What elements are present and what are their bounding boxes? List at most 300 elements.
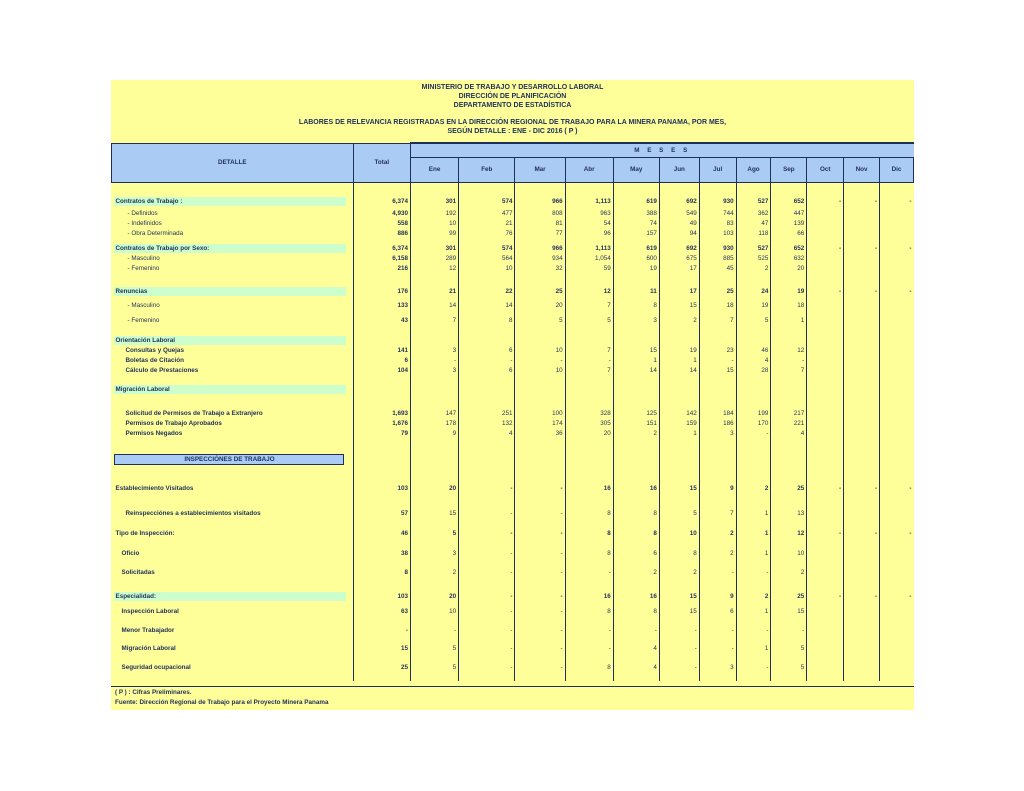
month-value-feb bbox=[459, 335, 515, 345]
month-value-dic bbox=[879, 182, 913, 194]
month-value-mar: 36 bbox=[515, 428, 565, 438]
month-value-ago bbox=[736, 438, 771, 452]
month-value-feb: 76 bbox=[459, 228, 515, 238]
month-value-ene bbox=[411, 466, 459, 482]
month-value-sep bbox=[771, 494, 807, 507]
month-value-feb bbox=[459, 519, 515, 527]
month-value-abr bbox=[565, 539, 613, 547]
row-total: 46 bbox=[353, 527, 410, 539]
row-label bbox=[112, 452, 354, 466]
month-value-ago: 362 bbox=[736, 208, 771, 218]
month-value-ene bbox=[411, 494, 459, 507]
month-value-jun bbox=[659, 395, 699, 408]
month-value-feb: 251 bbox=[459, 408, 515, 418]
total-header: Total bbox=[353, 143, 410, 182]
month-value-jun: 49 bbox=[659, 218, 699, 228]
row-label bbox=[112, 345, 354, 355]
month-value-may: 8 bbox=[613, 605, 659, 617]
month-value-jul: 3 bbox=[699, 661, 736, 673]
row-total: 103 bbox=[353, 482, 410, 494]
table-row bbox=[112, 263, 914, 273]
month-value-mar: 77 bbox=[515, 228, 565, 238]
row-total: 103 bbox=[353, 590, 410, 602]
month-value-ago: 5 bbox=[736, 313, 771, 327]
month-value-nov: - bbox=[844, 590, 880, 602]
row-label bbox=[112, 263, 354, 273]
month-value-jul: 15 bbox=[699, 365, 736, 375]
month-value-sep bbox=[771, 383, 807, 395]
month-value-oct bbox=[807, 345, 844, 355]
month-value-may: 2 bbox=[613, 566, 659, 578]
month-value-ene: 178 bbox=[411, 418, 459, 428]
month-value-dic bbox=[879, 428, 913, 438]
month-value-jun bbox=[659, 654, 699, 661]
month-value-ago bbox=[736, 539, 771, 547]
month-value-nov bbox=[844, 355, 880, 365]
row-label-text: Orientación Laboral bbox=[114, 336, 346, 345]
month-value-nov bbox=[844, 228, 880, 238]
row-label-text: Migración Laboral bbox=[114, 385, 346, 394]
month-value-dic bbox=[879, 408, 913, 418]
table-row bbox=[112, 297, 914, 313]
month-value-dic bbox=[879, 218, 913, 228]
month-value-abr: 20 bbox=[565, 428, 613, 438]
month-value-ene bbox=[411, 673, 459, 681]
month-value-mar bbox=[515, 494, 565, 507]
month-value-dic bbox=[879, 383, 913, 395]
month-value-jun: 14 bbox=[659, 365, 699, 375]
month-value-oct bbox=[807, 494, 844, 507]
month-value-sep bbox=[771, 578, 807, 590]
month-value-mar bbox=[515, 673, 565, 681]
month-value-may bbox=[613, 617, 659, 624]
month-value-may: 1 bbox=[613, 355, 659, 365]
month-value-dic bbox=[879, 559, 913, 566]
month-value-nov bbox=[844, 418, 880, 428]
month-value-may bbox=[613, 452, 659, 466]
month-value-mar bbox=[515, 654, 565, 661]
month-value-ago: 527 bbox=[736, 243, 771, 253]
row-label bbox=[112, 438, 354, 452]
month-value-ago: 1 bbox=[736, 527, 771, 539]
month-value-mar bbox=[515, 559, 565, 566]
month-value-oct bbox=[807, 313, 844, 327]
table-row bbox=[112, 605, 914, 617]
month-value-jul bbox=[699, 375, 736, 383]
month-value-jul: 184 bbox=[699, 408, 736, 418]
row-label-text: Migración Laboral bbox=[121, 644, 176, 652]
month-value-ago: 28 bbox=[736, 365, 771, 375]
table-row bbox=[112, 253, 914, 263]
month-value-feb bbox=[459, 395, 515, 408]
month-value-ago: - bbox=[736, 624, 771, 636]
month-value-may: 388 bbox=[613, 208, 659, 218]
month-value-mar bbox=[515, 578, 565, 590]
month-header-10: Nov bbox=[844, 157, 880, 182]
spacer-row bbox=[112, 578, 914, 590]
row-label bbox=[112, 375, 354, 383]
month-value-nov bbox=[844, 547, 880, 559]
row-total: 6,374 bbox=[353, 243, 410, 253]
month-value-mar: 32 bbox=[515, 263, 565, 273]
row-total bbox=[353, 617, 410, 624]
month-value-oct bbox=[807, 605, 844, 617]
table-row bbox=[112, 208, 914, 218]
table-row bbox=[112, 228, 914, 238]
spacer-row bbox=[112, 519, 914, 527]
month-value-feb bbox=[459, 494, 515, 507]
month-value-jun: 1 bbox=[659, 355, 699, 365]
month-value-ago: 1 bbox=[736, 507, 771, 519]
month-value-nov: - bbox=[844, 482, 880, 494]
month-value-ago bbox=[736, 452, 771, 466]
month-value-ene bbox=[411, 654, 459, 661]
month-value-feb: - bbox=[459, 547, 515, 559]
month-value-feb: - bbox=[459, 527, 515, 539]
month-value-abr: 328 bbox=[565, 408, 613, 418]
month-value-dic bbox=[879, 673, 913, 681]
month-value-abr: 7 bbox=[565, 365, 613, 375]
month-value-sep: 13 bbox=[771, 507, 807, 519]
month-value-nov bbox=[844, 438, 880, 452]
month-value-feb bbox=[459, 617, 515, 624]
table-body bbox=[112, 182, 914, 681]
row-label bbox=[112, 507, 354, 519]
month-value-sep: 2 bbox=[771, 566, 807, 578]
month-value-jun bbox=[659, 578, 699, 590]
month-value-dic bbox=[879, 335, 913, 345]
month-value-ene bbox=[411, 438, 459, 452]
month-value-ene: 5 bbox=[411, 642, 459, 654]
month-value-mar bbox=[515, 617, 565, 624]
month-value-jun: 159 bbox=[659, 418, 699, 428]
row-label-text: Seguridad ocupacional bbox=[121, 663, 191, 671]
month-value-nov bbox=[844, 624, 880, 636]
row-total: 15 bbox=[353, 642, 410, 654]
month-value-jun: 1 bbox=[659, 428, 699, 438]
month-value-oct bbox=[807, 578, 844, 590]
month-value-ago: 46 bbox=[736, 345, 771, 355]
month-value-nov bbox=[844, 335, 880, 345]
month-value-sep: 139 bbox=[771, 218, 807, 228]
month-value-abr: 7 bbox=[565, 297, 613, 313]
month-value-nov bbox=[844, 494, 880, 507]
month-value-jul bbox=[699, 452, 736, 466]
month-value-dic bbox=[879, 466, 913, 482]
month-value-dic bbox=[879, 438, 913, 452]
month-value-jun: 692 bbox=[659, 194, 699, 208]
month-value-ene: - bbox=[411, 624, 459, 636]
month-value-mar: 100 bbox=[515, 408, 565, 418]
row-total bbox=[353, 395, 410, 408]
month-value-jul bbox=[699, 539, 736, 547]
month-value-dic bbox=[879, 547, 913, 559]
row-total bbox=[353, 182, 410, 194]
month-value-nov: - bbox=[844, 527, 880, 539]
month-value-feb: 8 bbox=[459, 313, 515, 327]
month-value-sep: - bbox=[771, 355, 807, 365]
month-header-11: Dic bbox=[879, 157, 913, 182]
month-value-mar bbox=[515, 466, 565, 482]
table-row bbox=[112, 452, 914, 466]
month-value-sep: 221 bbox=[771, 418, 807, 428]
table-row bbox=[112, 661, 914, 673]
row-label bbox=[112, 494, 354, 507]
spacer-row bbox=[112, 466, 914, 482]
month-value-jun: 692 bbox=[659, 243, 699, 253]
month-value-nov bbox=[844, 539, 880, 547]
row-label bbox=[112, 395, 354, 408]
month-value-mar: - bbox=[515, 482, 565, 494]
month-value-nov bbox=[844, 297, 880, 313]
month-value-oct bbox=[807, 673, 844, 681]
row-label bbox=[112, 590, 354, 602]
row-label bbox=[112, 408, 354, 418]
month-value-may: 6 bbox=[613, 547, 659, 559]
row-total: 79 bbox=[353, 428, 410, 438]
month-value-sep bbox=[771, 395, 807, 408]
month-value-jul bbox=[699, 335, 736, 345]
month-value-nov bbox=[844, 383, 880, 395]
month-value-ene: 99 bbox=[411, 228, 459, 238]
month-value-sep: 12 bbox=[771, 345, 807, 355]
month-value-jun: - bbox=[659, 624, 699, 636]
month-value-mar: - bbox=[515, 355, 565, 365]
month-value-nov bbox=[844, 642, 880, 654]
month-value-dic bbox=[879, 263, 913, 273]
month-value-abr: - bbox=[565, 566, 613, 578]
month-value-may bbox=[613, 654, 659, 661]
month-value-abr: - bbox=[565, 355, 613, 365]
month-value-oct bbox=[807, 642, 844, 654]
table-row bbox=[112, 243, 914, 253]
row-label bbox=[112, 673, 354, 681]
month-value-ago bbox=[736, 383, 771, 395]
month-value-jun bbox=[659, 466, 699, 482]
table-row bbox=[112, 590, 914, 602]
month-value-may: 8 bbox=[613, 297, 659, 313]
month-value-jul bbox=[699, 438, 736, 452]
month-value-oct bbox=[807, 566, 844, 578]
month-value-abr: 963 bbox=[565, 208, 613, 218]
month-value-abr bbox=[565, 466, 613, 482]
month-value-jul: 6 bbox=[699, 605, 736, 617]
row-label bbox=[112, 642, 354, 654]
month-value-jun bbox=[659, 375, 699, 383]
month-value-oct bbox=[807, 228, 844, 238]
row-total: 886 bbox=[353, 228, 410, 238]
month-value-jun: 549 bbox=[659, 208, 699, 218]
month-value-sep: 7 bbox=[771, 365, 807, 375]
month-value-feb: 10 bbox=[459, 263, 515, 273]
month-value-nov bbox=[844, 566, 880, 578]
month-value-feb bbox=[459, 273, 515, 285]
month-value-abr: 8 bbox=[565, 547, 613, 559]
month-value-feb bbox=[459, 327, 515, 335]
month-value-ene: 2 bbox=[411, 566, 459, 578]
month-value-nov bbox=[844, 617, 880, 624]
month-value-sep: 15 bbox=[771, 605, 807, 617]
month-value-jul: - bbox=[699, 642, 736, 654]
row-total: 6,374 bbox=[353, 194, 410, 208]
month-value-abr: 96 bbox=[565, 228, 613, 238]
month-value-sep bbox=[771, 182, 807, 194]
month-value-nov: - bbox=[844, 285, 880, 297]
row-total: 43 bbox=[353, 313, 410, 327]
month-value-ene: 15 bbox=[411, 507, 459, 519]
month-value-feb: 477 bbox=[459, 208, 515, 218]
spacer-row bbox=[112, 559, 914, 566]
month-value-abr bbox=[565, 578, 613, 590]
row-label bbox=[112, 313, 354, 327]
month-value-nov bbox=[844, 428, 880, 438]
month-value-dic bbox=[879, 375, 913, 383]
month-value-nov bbox=[844, 253, 880, 263]
month-value-ene: 14 bbox=[411, 297, 459, 313]
row-total: 57 bbox=[353, 507, 410, 519]
month-value-sep: 652 bbox=[771, 243, 807, 253]
month-value-dic bbox=[879, 661, 913, 673]
month-value-dic bbox=[879, 395, 913, 408]
month-header-6: Jul bbox=[699, 157, 736, 182]
month-value-may: 2 bbox=[613, 428, 659, 438]
month-value-jul: 9 bbox=[699, 590, 736, 602]
department-title: DEPARTAMENTO DE ESTADÍSTICA bbox=[453, 102, 572, 109]
month-value-jun bbox=[659, 335, 699, 345]
month-value-dic: - bbox=[879, 482, 913, 494]
row-label bbox=[112, 661, 354, 673]
month-value-oct bbox=[807, 452, 844, 466]
month-value-mar: 5 bbox=[515, 313, 565, 327]
month-value-ene: 289 bbox=[411, 253, 459, 263]
month-value-mar: - bbox=[515, 566, 565, 578]
month-value-sep: 20 bbox=[771, 263, 807, 273]
month-value-ago: 2 bbox=[736, 590, 771, 602]
month-value-abr: - bbox=[565, 624, 613, 636]
month-value-dic bbox=[879, 355, 913, 365]
spacer-row bbox=[112, 494, 914, 507]
month-value-oct: - bbox=[807, 285, 844, 297]
month-value-nov bbox=[844, 218, 880, 228]
month-value-feb: 4 bbox=[459, 428, 515, 438]
month-value-ago bbox=[736, 395, 771, 408]
month-value-ago bbox=[736, 519, 771, 527]
month-value-abr bbox=[565, 559, 613, 566]
month-value-mar: 966 bbox=[515, 243, 565, 253]
month-value-abr: 54 bbox=[565, 218, 613, 228]
month-value-ene bbox=[411, 327, 459, 335]
month-value-feb bbox=[459, 375, 515, 383]
month-value-jul: 2 bbox=[699, 527, 736, 539]
month-value-ago: 19 bbox=[736, 297, 771, 313]
month-value-ago: 527 bbox=[736, 194, 771, 208]
month-value-jun: 10 bbox=[659, 527, 699, 539]
month-value-ago: 1 bbox=[736, 547, 771, 559]
month-value-mar bbox=[515, 335, 565, 345]
row-total: 25 bbox=[353, 661, 410, 673]
month-value-abr bbox=[565, 452, 613, 466]
month-value-oct bbox=[807, 547, 844, 559]
row-total bbox=[353, 335, 410, 345]
month-value-oct bbox=[807, 428, 844, 438]
month-value-abr bbox=[565, 335, 613, 345]
direction-title: DIRECCIÓN DE PLANIFICACIÓN bbox=[458, 93, 567, 100]
month-value-feb: - bbox=[459, 507, 515, 519]
month-value-mar: 10 bbox=[515, 365, 565, 375]
month-value-ago bbox=[736, 654, 771, 661]
month-value-may: 3 bbox=[613, 313, 659, 327]
month-value-oct bbox=[807, 355, 844, 365]
month-value-ene: 301 bbox=[411, 194, 459, 208]
month-value-mar: 934 bbox=[515, 253, 565, 263]
month-value-jun: 15 bbox=[659, 297, 699, 313]
month-value-nov bbox=[844, 673, 880, 681]
row-label bbox=[112, 428, 354, 438]
row-total bbox=[353, 438, 410, 452]
month-value-may bbox=[613, 395, 659, 408]
month-value-jun: 15 bbox=[659, 590, 699, 602]
month-value-jun bbox=[659, 452, 699, 466]
month-value-oct bbox=[807, 408, 844, 418]
month-value-feb bbox=[459, 673, 515, 681]
row-label-text: - Masculino bbox=[127, 301, 160, 309]
month-value-abr: 59 bbox=[565, 263, 613, 273]
row-label-text: Boletas de Citación bbox=[125, 356, 184, 364]
month-value-nov bbox=[844, 263, 880, 273]
row-label-text: Permisos de Trabajo Aprobados bbox=[125, 419, 222, 427]
month-value-ago: 118 bbox=[736, 228, 771, 238]
month-value-jul: 25 bbox=[699, 285, 736, 297]
row-label bbox=[112, 559, 354, 566]
month-value-sep: 447 bbox=[771, 208, 807, 218]
spacer-row bbox=[112, 539, 914, 547]
month-value-ago: 1 bbox=[736, 605, 771, 617]
month-value-jul: 45 bbox=[699, 263, 736, 273]
month-value-mar: 25 bbox=[515, 285, 565, 297]
row-label bbox=[112, 547, 354, 559]
month-value-feb: 22 bbox=[459, 285, 515, 297]
month-value-dic bbox=[879, 539, 913, 547]
month-value-sep: 5 bbox=[771, 642, 807, 654]
table-row bbox=[112, 345, 914, 355]
month-header-7: Ago bbox=[736, 157, 771, 182]
month-value-jun: 2 bbox=[659, 566, 699, 578]
month-value-mar bbox=[515, 519, 565, 527]
preliminary-note: ( P ) : Cifras Preliminares. bbox=[115, 689, 192, 696]
month-value-sep: - bbox=[771, 624, 807, 636]
row-label bbox=[112, 297, 354, 313]
row-label-text: Tipo de Inspección: bbox=[115, 529, 175, 537]
month-value-jul bbox=[699, 466, 736, 482]
month-value-sep: 25 bbox=[771, 590, 807, 602]
month-value-mar: 966 bbox=[515, 194, 565, 208]
row-label bbox=[112, 194, 354, 208]
month-value-dic bbox=[879, 578, 913, 590]
month-value-jul: 186 bbox=[699, 418, 736, 428]
month-value-dic bbox=[879, 624, 913, 636]
month-header-1: Feb bbox=[459, 157, 515, 182]
month-value-jul: 7 bbox=[699, 507, 736, 519]
month-value-ene: 3 bbox=[411, 365, 459, 375]
month-value-ene: 10 bbox=[411, 218, 459, 228]
month-value-ene bbox=[411, 617, 459, 624]
row-total: 1,693 bbox=[353, 408, 410, 418]
month-value-ene bbox=[411, 182, 459, 194]
row-total bbox=[353, 375, 410, 383]
month-value-jul: 930 bbox=[699, 243, 736, 253]
row-total bbox=[353, 654, 410, 661]
month-value-jul bbox=[699, 383, 736, 395]
